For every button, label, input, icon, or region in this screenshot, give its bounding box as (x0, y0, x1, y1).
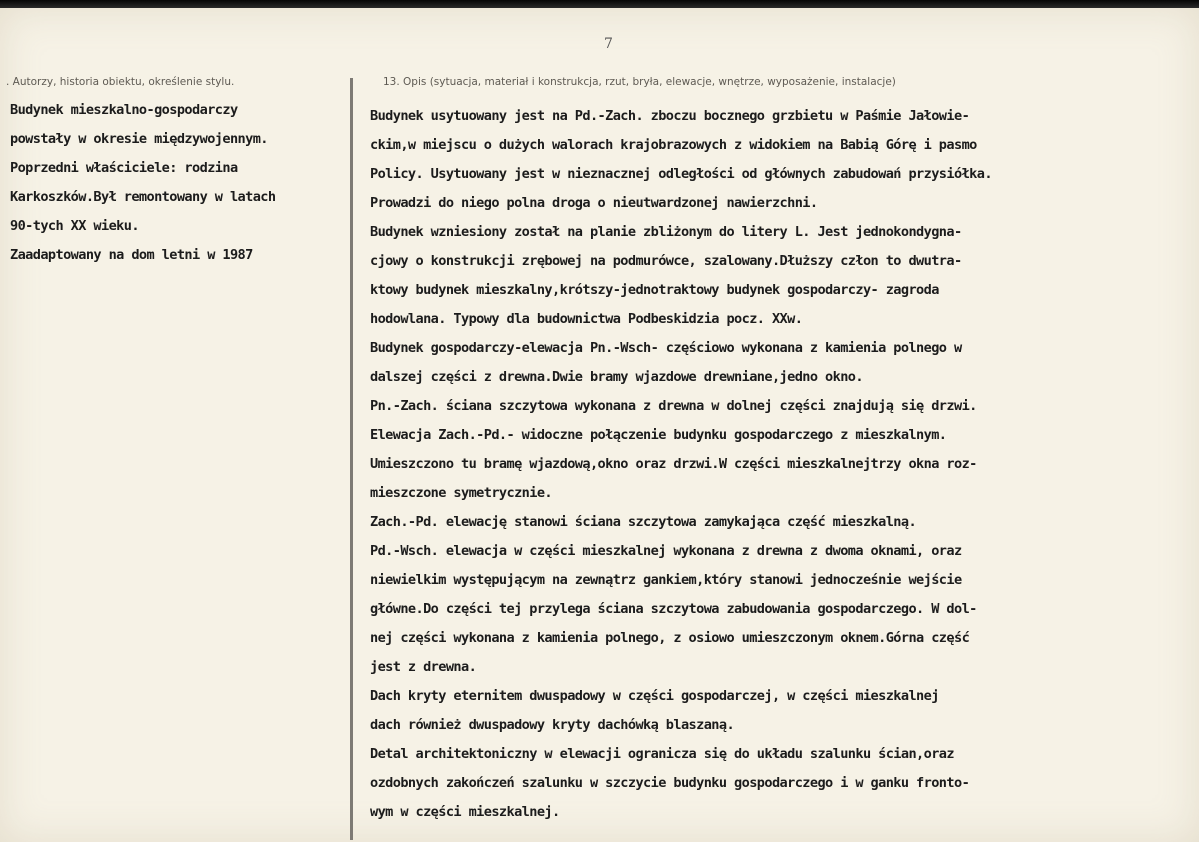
text-line: cjowy o konstrukcji zrębowej na podmurówce, szalowany.Dłuższy człon to dwutra- (370, 253, 962, 269)
text-line: Karkoszków.Był remontowany w latach (10, 189, 276, 205)
text-line: dach również dwuspadowy kryty dachówką blaszaną. (370, 717, 735, 733)
text-line: Zach.-Pd. elewację stanowi ściana szczytowa zamykająca część mieszkalną. (370, 514, 917, 530)
history-text (10, 96, 275, 270)
text-line: jest z drewna. (370, 659, 477, 675)
text-line: niewielkim występującym na zewnątrz gankiem,który stanowi jednocześnie wejście (370, 572, 962, 588)
text-line: Umieszczono tu bramę wjazdową,okno oraz drzwi.W części mieszkalnejtrzy okna roz- (370, 456, 977, 472)
text-line: ktowy budynek mieszkalny,krótszy-jednotraktowy budynek gospodarczy- zagroda (370, 282, 939, 298)
handwritten-mark: 7 (604, 36, 613, 52)
document-page (0, 8, 1199, 842)
text-line: powstały w okresie międzywojennym. (10, 131, 268, 147)
text-line: Dach kryty eternitem dwuspadowy w części gospodarczej, w części mieszkalnej (370, 688, 939, 704)
text-line: Prowadzi do niego polna droga o nieutwardzonej nawierzchni. (370, 195, 818, 211)
text-line: główne.Do części tej przylega ściana szczytowa zabudowania gospodarczego. W dol- (370, 601, 977, 617)
left-column-header: . Autorzy, historia obiektu, określenie stylu. (6, 76, 235, 88)
text-line: Budynek wzniesiony został na planie zbliżonym do litery L. Jest jednokondygna- (370, 224, 962, 240)
text-line: ozdobnych zakończeń szalunku w szczycie budynku gospodarczego i w ganku fronto- (370, 775, 970, 791)
text-line: Budynek usytuowany jest na Pd.-Zach. zboczu bocznego grzbietu w Paśmie Jałowie- (370, 108, 970, 124)
text-line: Zaadaptowany na dom letni w 1987 (10, 247, 253, 263)
text-line: dalszej części z drewna.Dwie bramy wjazdowe drewniane,jedno okno. (370, 369, 863, 385)
column-divider (350, 78, 353, 840)
text-line: Budynek gospodarczy-elewacja Pn.-Wsch- częściowo wykonana z kamienia polnego w (370, 340, 962, 356)
text-line: ckim,w miejscu o dużych walorach krajobrazowych z widokiem na Babią Górę i pasmo (370, 137, 977, 153)
right-column-header: 13. Opis (sytuacja, materiał i konstrukcja, rzut, bryła, elewacje, wnętrze, wyposażenie, instalacje) (383, 76, 896, 88)
text-line: Detal architektoniczny w elewacji ogranicza się do układu szalunku ścian,oraz (370, 746, 954, 762)
text-line: mieszczone symetrycznie. (370, 485, 553, 501)
text-line: Pn.-Zach. ściana szczytowa wykonana z drewna w dolnej części znajdują się drzwi. (370, 398, 977, 414)
text-line: Policy. Usytuowany jest w nieznacznej odległości od głównych zabudowań przysiółka. (370, 166, 992, 182)
text-line: Poprzedni właściciele: rodzina (10, 160, 238, 176)
text-line: Elewacja Zach.-Pd.- widoczne połączenie budynku gospodarczego z mieszkalnym. (370, 427, 947, 443)
text-line: hodowlana. Typowy dla budownictwa Podbeskidzia pocz. XXw. (370, 311, 803, 327)
text-line: Pd.-Wsch. elewacja w części mieszkalnej wykonana z drewna z dwoma oknami, oraz (370, 543, 962, 559)
text-line: 90-tych XX wieku. (10, 218, 139, 234)
text-line: wym w części mieszkalnej. (370, 804, 560, 820)
scan-top-edge (0, 0, 1199, 8)
text-line: Budynek mieszkalno-gospodarczy (10, 102, 238, 118)
text-line: nej części wykonana z kamienia polnego, z osiowo umieszczonym oknem.Górna część (370, 630, 970, 646)
description-text (370, 102, 992, 827)
